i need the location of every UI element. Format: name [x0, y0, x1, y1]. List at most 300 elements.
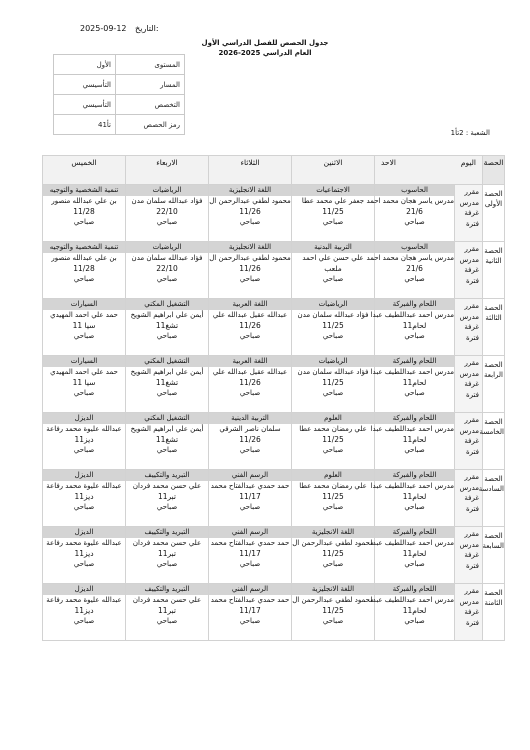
schedule-cell	[43, 413, 126, 470]
shift-name: صباحي	[404, 446, 425, 454]
schedule-cell	[126, 413, 209, 470]
period-column-header: الحصة	[483, 156, 505, 185]
room-code: لحام11	[402, 435, 427, 444]
teacher-name: علي حسن علي احمد	[302, 254, 364, 262]
room-code: لحام11	[402, 321, 427, 330]
subject-name: التبريد والتكييف	[126, 584, 208, 595]
teacher-name: عبدالله عليوة محمد رفاعة	[46, 482, 122, 490]
subject-name: الديزل	[43, 413, 125, 424]
teacher-name: عبدالله عقيل عبدالله علي	[212, 368, 288, 376]
row-labels-cell	[455, 356, 483, 413]
sunday-column-header	[375, 156, 483, 185]
schedule-cell	[43, 242, 126, 299]
room-code: لحام11	[402, 492, 427, 501]
shift-name: صباحي	[73, 617, 95, 625]
schedule-cell	[126, 584, 209, 641]
shift-name: صباحي	[239, 332, 261, 340]
schedule-cell	[126, 356, 209, 413]
teacher-name: محمود لطفي عبدالرحمن ال	[292, 539, 374, 547]
room-code: ديز11	[74, 549, 94, 558]
shift-name: صباحي	[156, 218, 178, 226]
teacher-name: مدرس احمد عبداللطيف عبدا	[370, 596, 454, 604]
schedule-cell	[370, 413, 455, 470]
shift-name: صباحي	[73, 218, 95, 226]
teacher-name: أيمن علي ابراهيم الشويخ	[130, 425, 204, 433]
row-label: غرفة	[464, 209, 479, 218]
subject-name: اللغة الانجليزية	[209, 242, 291, 253]
info-row	[54, 95, 185, 115]
row-label: مدرس	[459, 312, 479, 321]
subject-name: اللحام والفبركة	[375, 299, 454, 310]
row-label: فترة	[466, 219, 479, 228]
schedule-cell	[126, 242, 209, 299]
room-code: 22/10	[156, 207, 178, 216]
subject-name: الرسم الفني	[209, 584, 291, 595]
date-value: 2025-09-12	[80, 24, 127, 33]
page-title: جدول الحصص للفصل الدراسي الأول	[201, 39, 329, 47]
teacher-name: علي حسن محمد فردان	[132, 482, 202, 490]
cell-content	[209, 356, 291, 411]
schedule-table	[42, 155, 505, 641]
room-code: تشغ11	[155, 321, 179, 330]
row-labels-cell	[455, 242, 483, 299]
cell-content	[209, 413, 291, 468]
shift-name: صباحي	[322, 332, 344, 340]
subject-name: التربية البدنية	[292, 242, 374, 253]
room-code: 11/25	[322, 378, 344, 387]
shift-name: صباحي	[322, 503, 344, 511]
schedule-cell	[366, 185, 455, 242]
teacher-name: محمود لطفي عبدالرحمن ال	[209, 197, 291, 205]
subject-name: السيارات	[43, 356, 125, 367]
schedule-cell	[209, 299, 292, 356]
teacher-name: علي حسن محمد فردان	[132, 539, 202, 547]
schedule-cell	[126, 527, 209, 584]
date-line	[80, 24, 159, 33]
shift-name: صباحي	[239, 560, 261, 568]
schedule-cell	[292, 242, 375, 299]
shift-name: صباحي	[322, 446, 344, 454]
row-label: فترة	[466, 618, 479, 627]
room-code: 22/10	[156, 264, 178, 273]
shift-name: صباحي	[73, 446, 95, 454]
teacher-name: فؤاد عبدالله سلمان مدن	[297, 311, 369, 319]
shift-name: صباحي	[239, 218, 261, 226]
room-code: 11/17	[239, 549, 261, 558]
teacher-name: سلمان ناصر الشرقي	[219, 425, 281, 433]
row-label: غرفة	[464, 494, 479, 503]
row-label: مقرر	[464, 359, 479, 367]
period-label: الحصة الرابعة	[483, 356, 505, 413]
row-label: غرفة	[464, 608, 479, 617]
cell-content	[43, 413, 125, 468]
room-code: سيا 11	[72, 321, 96, 330]
row-labels-cell	[455, 584, 483, 641]
row-labels-cell	[455, 527, 483, 584]
room-code: تبر11	[157, 492, 177, 501]
shift-name: صباحي	[156, 332, 178, 340]
subject-name: تنمية الشخصية والتوجيه	[43, 242, 125, 253]
info-table	[53, 54, 185, 135]
teacher-name: علي رمضان محمد عطا	[299, 482, 367, 490]
subject-name: الاجتماعيات	[292, 185, 374, 196]
room-code: تشغ11	[155, 435, 179, 444]
room-code: 11/25	[322, 435, 344, 444]
cell-content	[43, 299, 125, 354]
shift-name: صباحي	[239, 617, 261, 625]
shift-name: صباحي	[404, 389, 425, 397]
cell-content	[43, 242, 125, 297]
subject-name: الرياضيات	[292, 356, 374, 367]
schedule-cell	[43, 356, 126, 413]
info-value: التأسيسي	[54, 95, 116, 115]
schedule-cell	[292, 584, 375, 641]
teacher-name: عبدالله عليوة محمد رفاعة	[46, 596, 122, 604]
row-labels-cell	[455, 413, 483, 470]
teacher-name: فؤاد عبدالله سلمان مدن	[131, 254, 203, 262]
teacher-name: مدرس ياسر هجان محمد احمد	[366, 254, 454, 262]
room-code: 11/26	[239, 321, 261, 330]
row-label: غرفة	[464, 437, 479, 446]
row-labels-cell	[455, 185, 483, 242]
cell-content	[292, 185, 374, 240]
schedule-cell	[292, 299, 375, 356]
subject-name: الرياضيات	[126, 185, 208, 196]
room-code: تشغ11	[155, 378, 179, 387]
schedule-cell	[43, 584, 126, 641]
cell-content	[370, 584, 454, 639]
teacher-name: مدرس احمد عبداللطيف عبدا	[370, 368, 454, 376]
room-code: لحام11	[402, 606, 427, 615]
subject-name: العلوم	[292, 413, 374, 424]
shift-name: صباحي	[156, 446, 178, 454]
cell-content	[292, 584, 374, 639]
cell-content	[43, 584, 125, 639]
cell-content	[209, 584, 291, 639]
row-label: غرفة	[464, 380, 479, 389]
shift-name: صباحي	[404, 617, 425, 625]
shift-name: صباحي	[322, 617, 344, 625]
row-label: فترة	[466, 333, 479, 342]
room-code: 11/25	[322, 321, 344, 330]
cell-content	[292, 242, 374, 297]
cell-content	[370, 356, 454, 411]
teacher-name: محمود لطفي عبدالرحمن ال	[209, 254, 291, 262]
schedule-row	[43, 242, 505, 299]
room-code: 11/26	[239, 378, 261, 387]
cell-content	[292, 299, 374, 354]
row-label: مقرر	[464, 416, 479, 424]
schedule-row	[43, 413, 505, 470]
subject-name: التربية الدينية	[209, 413, 291, 424]
subject-name: اللحام والفبركة	[375, 356, 454, 367]
row-label: مقرر	[464, 302, 479, 310]
room-code: 11/25	[322, 606, 344, 615]
shift-name: صباحي	[322, 275, 344, 283]
shift-name: صباحي	[404, 560, 425, 568]
cell-content	[126, 185, 208, 240]
room-code: 11/17	[239, 606, 261, 615]
shift-name: صباحي	[322, 560, 344, 568]
subject-name: التشغيل المكني	[126, 356, 208, 367]
cell-content	[209, 527, 291, 582]
subject-name: الديزل	[43, 584, 125, 595]
room-code: 11/28	[73, 207, 95, 216]
subject-name: الديزل	[43, 470, 125, 481]
period-label: الحصة الثامنة	[483, 584, 505, 641]
schedule-row	[43, 470, 505, 527]
room-code: 11/25	[322, 492, 344, 501]
room-code: سيا 11	[72, 378, 96, 387]
sunday-label: الاحد	[381, 158, 396, 167]
cell-content	[126, 356, 208, 411]
teacher-name: بن علي عبدالله منصور	[51, 254, 117, 262]
teacher-name: أيمن علي ابراهيم الشويخ	[130, 368, 204, 376]
schedule-cell	[292, 185, 375, 242]
info-row	[54, 115, 185, 135]
room-code: ديز11	[74, 492, 94, 501]
teacher-name: مدرس احمد عبداللطيف عبدا	[370, 539, 454, 547]
subject-name: اللحام والفبركة	[375, 413, 454, 424]
schedule-cell	[126, 185, 209, 242]
subject-name: التشغيل المكني	[126, 299, 208, 310]
shift-name: صباحي	[239, 275, 261, 283]
cell-content	[370, 413, 454, 468]
shift-name: صباحي	[156, 617, 178, 625]
teacher-name: مدرس ياسر هجان محمد احمد	[366, 197, 454, 205]
room-code: ملعب	[324, 264, 342, 273]
schedule-cell	[43, 527, 126, 584]
subject-name: اللحام والفبركة	[375, 470, 454, 481]
room-code: 11/28	[73, 264, 95, 273]
schedule-cell	[209, 527, 292, 584]
cell-content	[209, 185, 291, 240]
schedule-cell	[209, 356, 292, 413]
row-label: مقرر	[464, 587, 479, 595]
shift-name: صباحي	[73, 389, 95, 397]
row-label: مقرر	[464, 473, 479, 481]
subject-name: اللغة الانجليزية	[209, 185, 291, 196]
room-code: تبر11	[157, 606, 177, 615]
schedule-cell	[209, 413, 292, 470]
info-value: تأ41	[54, 115, 116, 135]
shift-name: صباحي	[404, 332, 425, 340]
cell-content	[126, 527, 208, 582]
cell-content	[209, 470, 291, 525]
cell-content	[43, 185, 125, 240]
teacher-name: عبدالله عقيل عبدالله علي	[212, 311, 288, 319]
cell-content	[43, 356, 125, 411]
info-value: الأول	[54, 55, 116, 75]
schedule-row	[43, 527, 505, 584]
date-label: التاريخ:	[135, 24, 159, 33]
schedule-cell	[43, 470, 126, 527]
cell-content	[292, 527, 374, 582]
shift-name: صباحي	[239, 389, 261, 397]
shift-name: صباحي	[322, 218, 344, 226]
info-value: التأسيسي	[54, 75, 116, 95]
schedule-cell	[209, 242, 292, 299]
cell-content	[126, 299, 208, 354]
shift-name: صباحي	[404, 275, 425, 283]
row-label: غرفة	[464, 323, 479, 332]
subject-name: التبريد والتكييف	[126, 527, 208, 538]
teacher-name: علي رمضان محمد عطا	[299, 425, 367, 433]
room-code: 11/26	[239, 435, 261, 444]
academic-year: العام الدراسي 2025-2026	[218, 49, 312, 57]
cell-content	[370, 299, 454, 354]
row-label: فترة	[466, 504, 479, 513]
row-label: مدرس	[459, 255, 479, 264]
shift-name: صباحي	[239, 503, 261, 511]
schedule-cell	[370, 470, 455, 527]
schedule-cell	[209, 185, 292, 242]
schedule-cell	[370, 356, 455, 413]
teacher-name: فؤاد عبدالله سلمان مدن	[297, 368, 369, 376]
row-label: فترة	[466, 390, 479, 399]
subject-name: العلوم	[292, 470, 374, 481]
subject-name: اللحام والفبركة	[375, 527, 454, 538]
subject-name: التشغيل المكني	[126, 413, 208, 424]
cell-content	[126, 413, 208, 468]
shift-name: صباحي	[322, 389, 344, 397]
schedule-cell	[43, 185, 126, 242]
subject-name: الحاسوب	[375, 185, 454, 196]
cell-content	[126, 242, 208, 297]
wednesday-column-header: الاربعاء	[126, 156, 209, 185]
shift-name: صباحي	[156, 560, 178, 568]
schedule-cell	[292, 527, 375, 584]
teacher-name: مدرس احمد عبداللطيف عبدا	[370, 482, 454, 490]
subject-name: التبريد والتكييف	[126, 470, 208, 481]
subject-name: تنمية الشخصية والتوجيه	[43, 185, 125, 196]
room-code: لحام11	[402, 378, 427, 387]
row-label: غرفة	[464, 266, 479, 275]
subject-name: الحاسوب	[375, 242, 454, 253]
period-label: الحصة الثالثة	[483, 299, 505, 356]
schedule-cell	[43, 299, 126, 356]
teacher-name: أيمن علي ابراهيم الشويخ	[130, 311, 204, 319]
room-code: 11/17	[239, 492, 261, 501]
cell-content	[209, 299, 291, 354]
period-label: الحصة الخامسة	[483, 413, 505, 470]
teacher-name: حمد حمدي عبدالفتاح محمد	[210, 482, 290, 490]
room-code: 21/6	[406, 207, 423, 216]
row-label: فترة	[466, 561, 479, 570]
schedule-row	[43, 356, 505, 413]
cell-content	[209, 242, 291, 297]
row-label: مقرر	[464, 188, 479, 196]
room-code: 11/26	[239, 264, 261, 273]
monday-column-header: الاثنين	[292, 156, 375, 185]
room-code: 21/6	[406, 264, 423, 273]
info-key: المسار	[116, 75, 185, 95]
room-code: 11/26	[239, 207, 261, 216]
schedule-cell	[292, 470, 375, 527]
cell-content	[370, 470, 454, 525]
schedule-cell	[370, 584, 455, 641]
row-label: مدرس	[459, 597, 479, 606]
section-label: الشعبة : 2تأ1	[450, 129, 490, 137]
schedule-cell	[366, 242, 455, 299]
teacher-name: محمود لطفي عبدالرحمن ال	[292, 596, 374, 604]
schedule-row	[43, 584, 505, 641]
row-label: مدرس	[459, 198, 479, 207]
subject-name: اللغة الانجليزية	[292, 584, 374, 595]
teacher-name: حمد حمدي عبدالفتاح محمد	[210, 596, 290, 604]
subject-name: الرياضيات	[126, 242, 208, 253]
cell-content	[126, 470, 208, 525]
period-label: الحصة السابعة	[483, 527, 505, 584]
row-label: مدرس	[459, 483, 479, 492]
period-label: الحصة السادسة	[483, 470, 505, 527]
schedule-cell	[292, 356, 375, 413]
cell-content	[366, 242, 454, 297]
info-key: التخصص	[116, 95, 185, 115]
shift-name: صباحي	[404, 218, 425, 226]
teacher-name: مدرس احمد عبداللطيف عبدا	[370, 311, 454, 319]
row-label: فترة	[466, 447, 479, 456]
cell-content	[126, 584, 208, 639]
shift-name: صباحي	[73, 560, 95, 568]
cell-content	[292, 413, 374, 468]
teacher-name: بن علي عبدالله منصور	[51, 197, 117, 205]
cell-content	[366, 185, 454, 240]
schedule-cell	[292, 413, 375, 470]
row-label: مقرر	[464, 245, 479, 253]
row-labels-cell	[455, 299, 483, 356]
period-label: الحصة الأولى	[483, 185, 505, 242]
subject-name: الرياضيات	[292, 299, 374, 310]
info-row	[54, 55, 185, 75]
row-label: مدرس	[459, 426, 479, 435]
teacher-name: عبدالله عليوة محمد رفاعة	[46, 425, 122, 433]
thursday-column-header: الخميس	[43, 156, 126, 185]
shift-name: صباحي	[404, 503, 425, 511]
schedule-cell	[370, 299, 455, 356]
subject-name: السيارات	[43, 299, 125, 310]
shift-name: صباحي	[73, 332, 95, 340]
subject-name: الديزل	[43, 527, 125, 538]
subject-name: الرسم الفني	[209, 470, 291, 481]
schedule-cell	[126, 299, 209, 356]
teacher-name: علي حسن محمد فردان	[132, 596, 202, 604]
room-code: ديز11	[74, 606, 94, 615]
row-label: غرفة	[464, 551, 479, 560]
row-label: مدرس	[459, 540, 479, 549]
teacher-name: حمد علي احمد المهيدي	[50, 311, 118, 319]
period-label: الحصة الثانية	[483, 242, 505, 299]
schedule-header-row	[43, 156, 505, 185]
cell-content	[292, 356, 374, 411]
schedule-cell	[209, 584, 292, 641]
room-code: 11/25	[322, 549, 344, 558]
room-code: 11/25	[322, 207, 344, 216]
row-label: فترة	[466, 276, 479, 285]
cell-content	[43, 527, 125, 582]
row-labels-cell	[455, 470, 483, 527]
cell-content	[370, 527, 454, 582]
subject-name: اللغة العربية	[209, 356, 291, 367]
teacher-name: عبدالله عليوة محمد رفاعة	[46, 539, 122, 547]
day-label: اليوم	[460, 158, 476, 167]
schedule-row	[43, 299, 505, 356]
teacher-name: جعفر علي محمد عطا	[301, 197, 365, 205]
info-key: رمز الحصص	[116, 115, 185, 135]
room-code: ديز11	[74, 435, 94, 444]
schedule-row	[43, 185, 505, 242]
teacher-name: مدرس احمد عبداللطيف عبدا	[370, 425, 454, 433]
